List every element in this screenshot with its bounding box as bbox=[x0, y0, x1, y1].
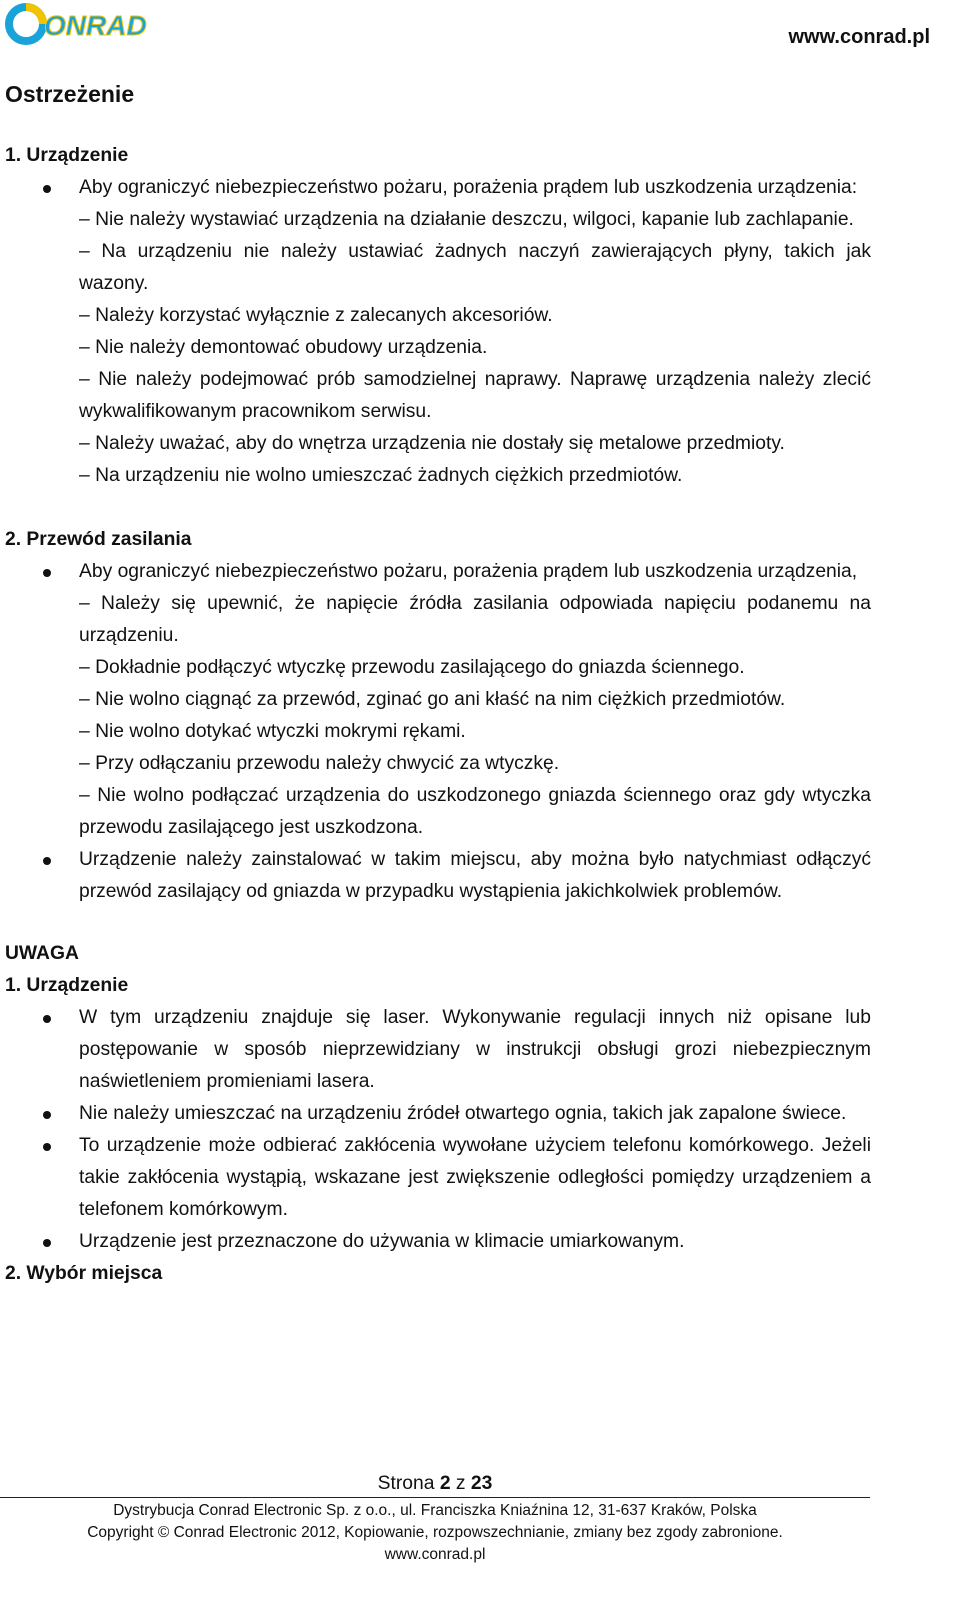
bullet-icon bbox=[43, 1111, 51, 1119]
bullet-icon bbox=[43, 1015, 51, 1023]
page-total: 23 bbox=[470, 1473, 493, 1494]
warning-label: UWAGA bbox=[5, 943, 79, 964]
svg-text:ONRAD: ONRAD bbox=[44, 10, 147, 41]
sub-item: – Nie należy podejmować prób samodzielnej naprawy. Naprawę urządzenia należy zlecić wykwalifikowanym pracownikom serwisu. bbox=[79, 369, 871, 422]
bullet-icon bbox=[43, 569, 51, 577]
bullet-icon bbox=[43, 185, 51, 193]
bullet-text: W tym urządzeniu znajduje się laser. Wykonywanie regulacji innych niż opisane lub postępowanie w sposób nieprzewidziany w instrukcji obsługi grozi niebezpiecznym naświetleniem promieniami lasera. bbox=[79, 1007, 871, 1092]
footer-text bbox=[0, 1500, 870, 1566]
document-body bbox=[5, 74, 871, 1290]
footer-url[interactable]: www.conrad.pl bbox=[384, 1546, 486, 1563]
footer-copyright: Copyright © Conrad Electronic 2012, Kopiowanie, rozpowszechnianie, zmiany bez zgody zabronione. bbox=[87, 1524, 783, 1541]
page-title: Ostrzeżenie bbox=[5, 81, 135, 107]
section-heading: 1. Urządzenie bbox=[5, 975, 129, 996]
footer-distributor: Dystrybucja Conrad Electronic Sp. z o.o., ul. Franciszka Kniaźnina 12, 31-637 Kraków, Polska bbox=[113, 1502, 757, 1519]
sub-item: – Należy korzystać wyłącznie z zalecanych akcesoriów. bbox=[79, 305, 553, 326]
bullet-icon bbox=[43, 1239, 51, 1247]
bullet-item bbox=[5, 1098, 871, 1130]
page-prefix: Strona bbox=[377, 1473, 435, 1494]
bullet-text: Urządzenie należy zainstalować w takim miejscu, aby można było natychmiast odłączyć przewód zasilający od gniazda w przypadku wystąpienia jakichkolwiek problemów. bbox=[79, 849, 871, 902]
bullet-item bbox=[5, 1130, 871, 1226]
page-current: 2 bbox=[439, 1473, 451, 1494]
page-number bbox=[0, 1470, 870, 1498]
page-sep: z bbox=[455, 1473, 466, 1494]
section-heading: 1. Urządzenie bbox=[5, 145, 129, 166]
sub-item: – Na urządzeniu nie należy ustawiać żadnych naczyń zawierających płyny, takich jak wazony. bbox=[79, 241, 871, 294]
sub-item: – Nie wolno ciągnąć za przewód, zginać go ani kłaść na nim ciężkich przedmiotów. bbox=[79, 689, 786, 710]
bullet-item bbox=[5, 844, 871, 908]
sub-item: – Na urządzeniu nie wolno umieszczać żadnych ciężkich przedmiotów. bbox=[79, 465, 683, 486]
bullet-text: Aby ograniczyć niebezpieczeństwo pożaru, porażenia prądem lub uszkodzenia urządzenia, bbox=[79, 561, 858, 582]
bullet-item bbox=[5, 172, 871, 204]
sub-item: – Nie wolno podłączać urządzenia do uszkodzonego gniazda ściennego oraz gdy wtyczka przewodu zasilającego jest uszkodzona. bbox=[79, 785, 871, 838]
conrad-logo bbox=[4, 2, 164, 46]
header-url[interactable]: www.conrad.pl bbox=[788, 26, 930, 48]
section-heading: 2. Przewód zasilania bbox=[5, 529, 192, 550]
bullet-text: Aby ograniczyć niebezpieczeństwo pożaru, porażenia prądem lub uszkodzenia urządzenia: bbox=[79, 177, 858, 198]
sub-item: – Nie wolno dotykać wtyczki mokrymi rękami. bbox=[79, 721, 466, 742]
sub-item: – Przy odłączaniu przewodu należy chwycić za wtyczkę. bbox=[79, 753, 560, 774]
footer-divider bbox=[0, 1497, 870, 1498]
bullet-item bbox=[5, 1226, 871, 1258]
bullet-icon bbox=[43, 857, 51, 865]
section-heading: 2. Wybór miejsca bbox=[5, 1263, 163, 1284]
sub-item: – Należy uważać, aby do wnętrza urządzenia nie dostały się metalowe przedmioty. bbox=[79, 433, 785, 454]
sub-item: – Nie należy wystawiać urządzenia na działanie deszczu, wilgoci, kapanie lub zachlapanie. bbox=[79, 209, 854, 230]
bullet-item bbox=[5, 1002, 871, 1098]
bullet-text: To urządzenie może odbierać zakłócenia wywołane użyciem telefonu komórkowego. Jeżeli takie zakłócenia wystąpią, wskazane jest zwiększenie odległości pomiędzy urządzeniem a telefonem komórkowym. bbox=[79, 1135, 871, 1220]
bullet-item bbox=[5, 556, 871, 588]
bullet-text: Urządzenie jest przeznaczone do używania w klimacie umiarkowanym. bbox=[79, 1231, 685, 1252]
sub-item: – Nie należy demontować obudowy urządzenia. bbox=[79, 337, 488, 358]
sub-item: – Należy się upewnić, że napięcie źródła zasilania odpowiada napięciu podanemu na urządzeniu. bbox=[79, 593, 871, 646]
bullet-text: Nie należy umieszczać na urządzeniu źródeł otwartego ognia, takich jak zapalone świece. bbox=[79, 1103, 847, 1124]
sub-item: – Dokładnie podłączyć wtyczkę przewodu zasilającego do gniazda ściennego. bbox=[79, 657, 745, 678]
bullet-icon bbox=[43, 1143, 51, 1151]
